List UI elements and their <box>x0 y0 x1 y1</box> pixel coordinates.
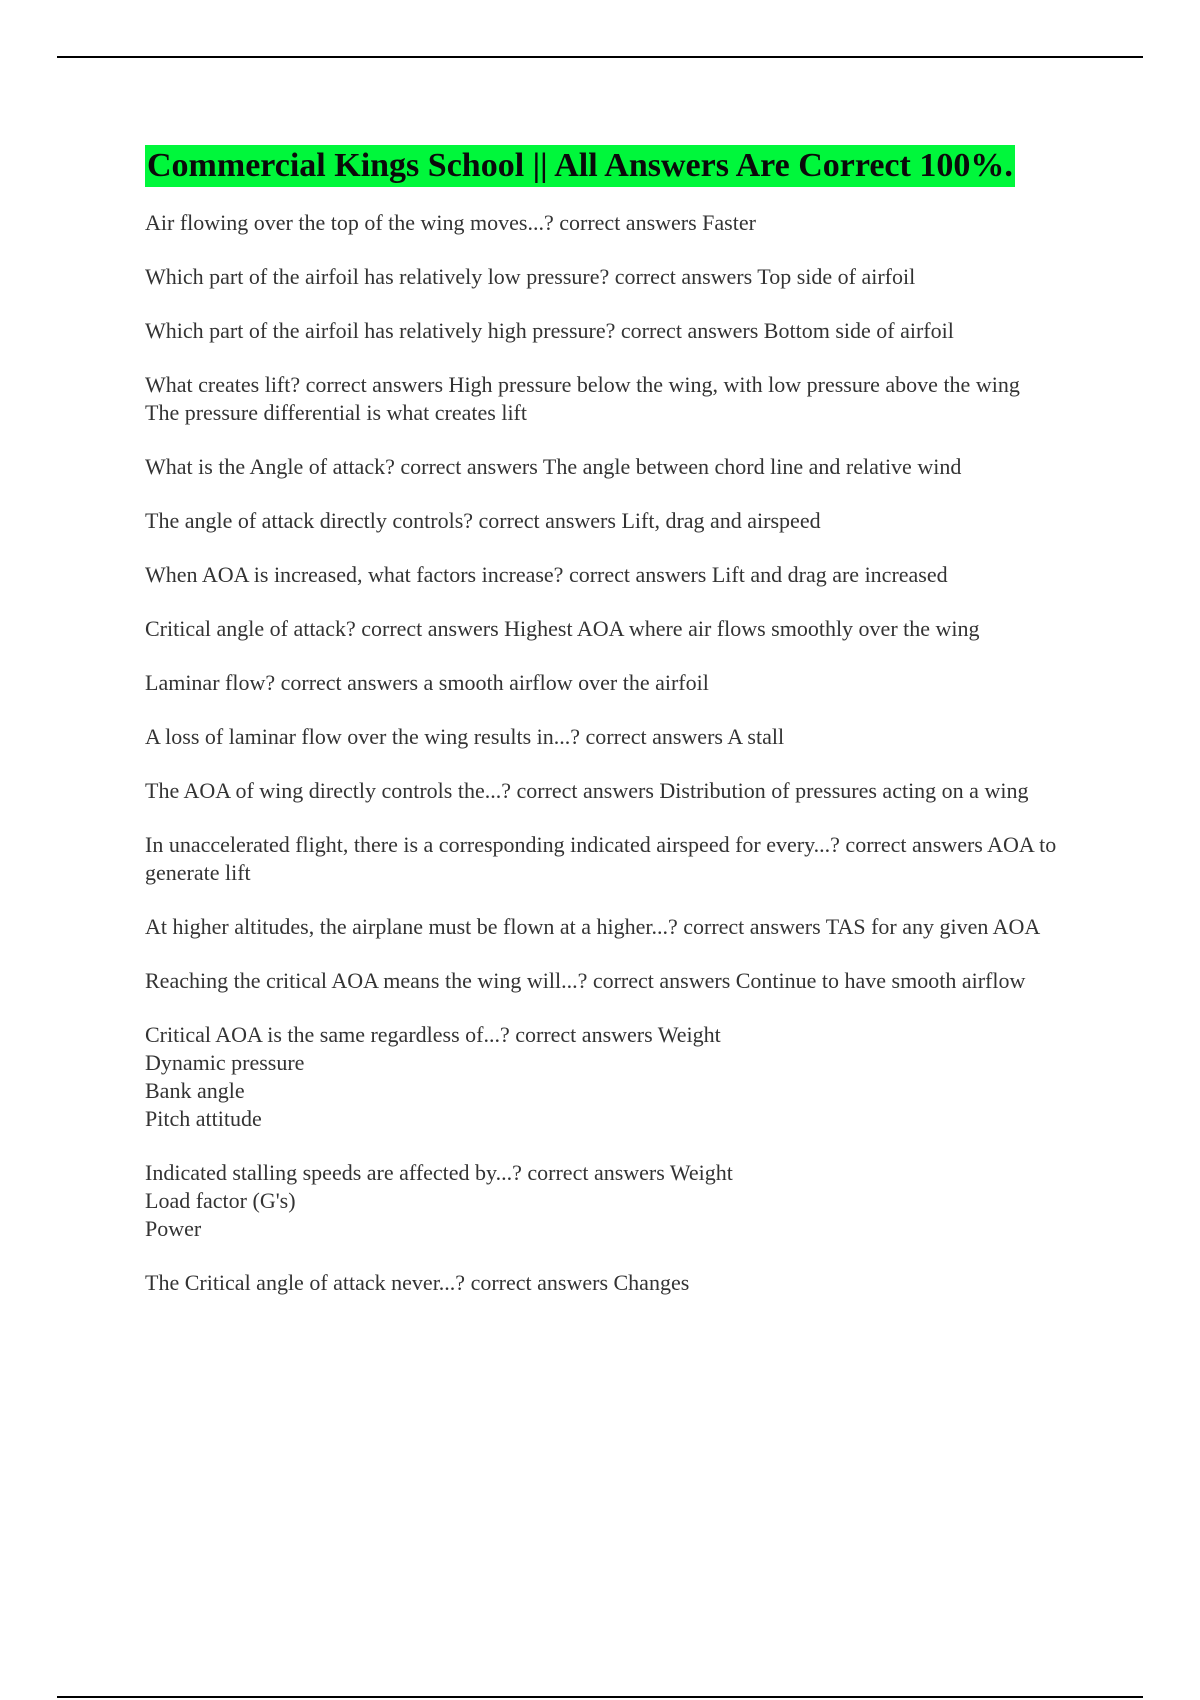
qa-item <box>145 831 1080 887</box>
document-body <box>145 145 1080 1323</box>
qa-question-answer: The AOA of wing directly controls the...? correct answers Distribution of pressures acting on a wing <box>145 778 1029 803</box>
qa-item <box>145 209 1080 237</box>
qa-item <box>145 669 1080 697</box>
qa-question-answer: Laminar flow? correct answers a smooth airflow over the airfoil <box>145 670 709 695</box>
qa-answer-continuation: Bank angle <box>145 1078 245 1103</box>
qa-list <box>145 209 1080 1297</box>
bottom-rule <box>57 1696 1143 1698</box>
qa-item <box>145 371 1080 427</box>
qa-item <box>145 317 1080 345</box>
qa-question-answer: The angle of attack directly controls? correct answers Lift, drag and airspeed <box>145 508 821 533</box>
qa-question-answer: Air flowing over the top of the wing moves...? correct answers Faster <box>145 210 756 235</box>
qa-item <box>145 453 1080 481</box>
qa-question-answer: Critical AOA is the same regardless of...? correct answers Weight <box>145 1022 721 1047</box>
document-title: Commercial Kings School || All Answers Are Correct 100%. <box>145 145 1015 187</box>
qa-item <box>145 263 1080 291</box>
qa-question-answer: Reaching the critical AOA means the wing will...? correct answers Continue to have smooth airflow <box>145 968 1026 993</box>
top-rule <box>57 56 1143 58</box>
qa-question-answer: At higher altitudes, the airplane must be flown at a higher...? correct answers TAS for any given AOA <box>145 914 1041 939</box>
qa-question-answer: Which part of the airfoil has relatively low pressure? correct answers Top side of airfoil <box>145 264 916 289</box>
qa-item <box>145 1021 1080 1133</box>
qa-item <box>145 723 1080 751</box>
qa-answer-continuation: Dynamic pressure <box>145 1050 305 1075</box>
qa-question-answer: What is the Angle of attack? correct answers The angle between chord line and relative wind <box>145 454 962 479</box>
qa-item <box>145 507 1080 535</box>
qa-question-answer: Which part of the airfoil has relatively high pressure? correct answers Bottom side of airfoil <box>145 318 954 343</box>
qa-question-answer: In unaccelerated flight, there is a corresponding indicated airspeed for every...? correct answers AOA to generate lift <box>145 832 1057 885</box>
qa-item <box>145 777 1080 805</box>
qa-answer-continuation: The pressure differential is what creates lift <box>145 400 527 425</box>
qa-item <box>145 967 1080 995</box>
qa-item <box>145 913 1080 941</box>
qa-item <box>145 615 1080 643</box>
qa-answer-continuation: Load factor (G's) <box>145 1188 296 1213</box>
qa-question-answer: When AOA is increased, what factors increase? correct answers Lift and drag are increased <box>145 562 948 587</box>
qa-answer-continuation: Pitch attitude <box>145 1106 262 1131</box>
qa-question-answer: Critical angle of attack? correct answers Highest AOA where air flows smoothly over the wing <box>145 616 980 641</box>
qa-item <box>145 1269 1080 1297</box>
qa-item <box>145 561 1080 589</box>
qa-question-answer: Indicated stalling speeds are affected by...? correct answers Weight <box>145 1160 733 1185</box>
qa-answer-continuation: Power <box>145 1216 202 1241</box>
qa-question-answer: What creates lift? correct answers High pressure below the wing, with low pressure above the wing <box>145 372 1020 397</box>
qa-item <box>145 1159 1080 1243</box>
qa-question-answer: The Critical angle of attack never...? correct answers Changes <box>145 1270 690 1295</box>
qa-question-answer: A loss of laminar flow over the wing results in...? correct answers A stall <box>145 724 785 749</box>
